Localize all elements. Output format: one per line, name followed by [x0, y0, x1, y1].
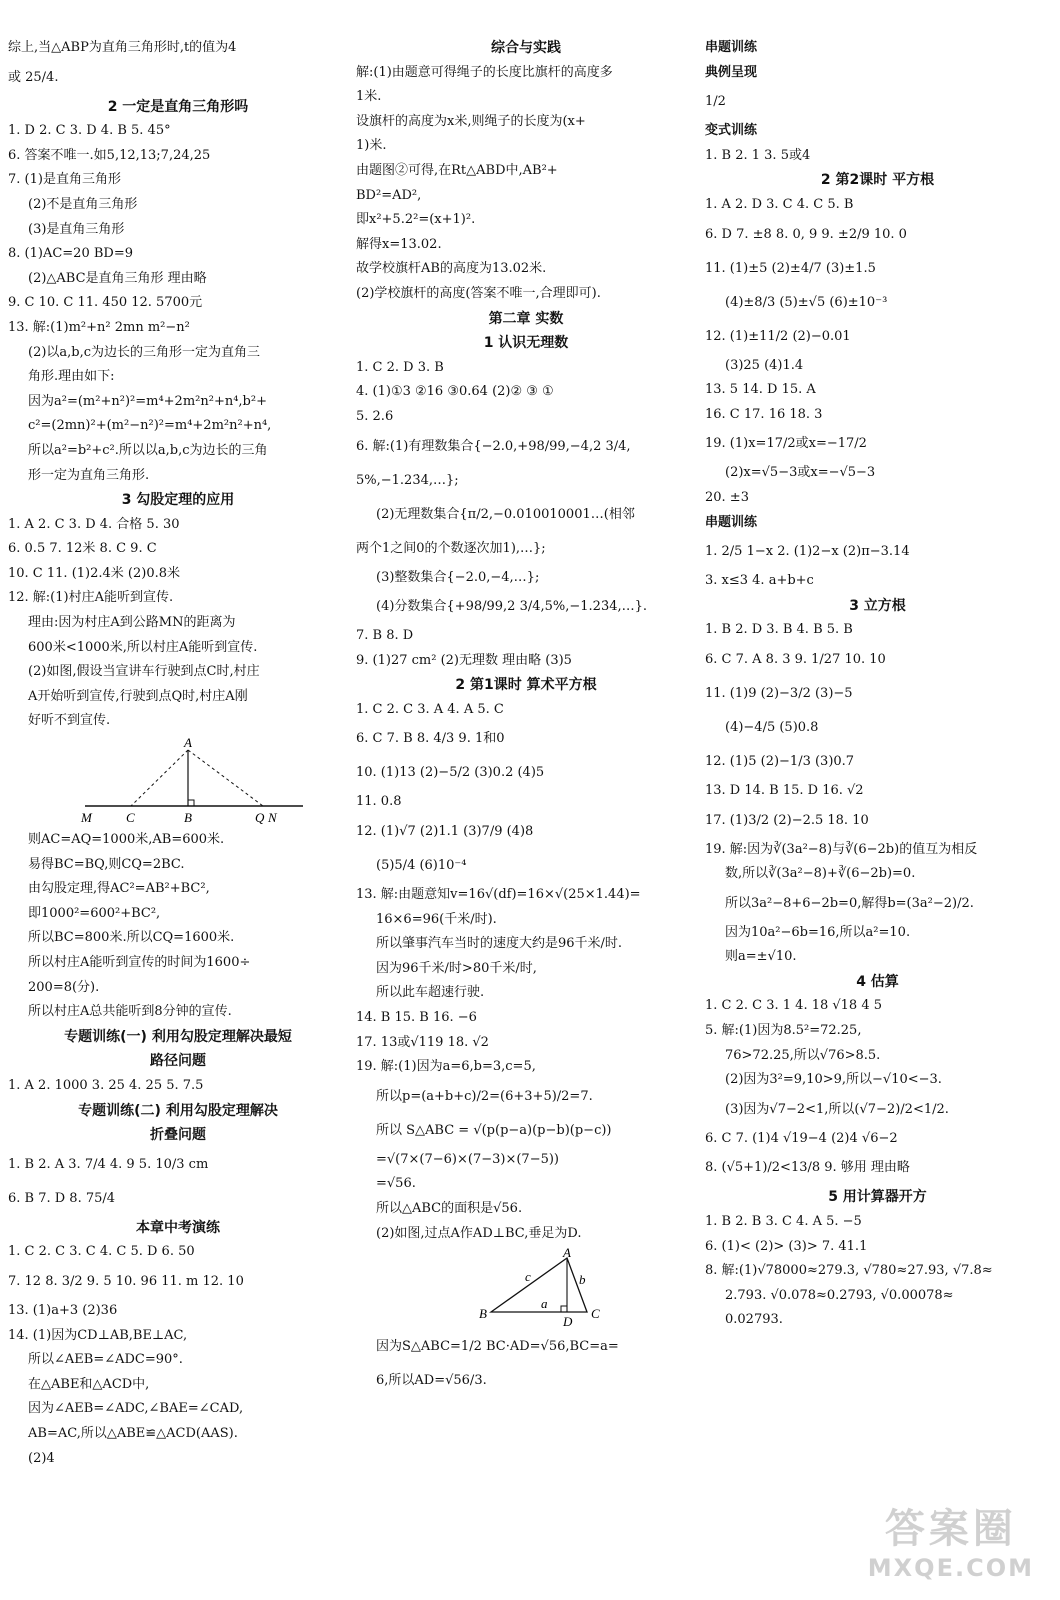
answer-line: 10. C 11. (1)2.4米 (2)0.8米: [8, 565, 181, 581]
answer-line: 1. A 2. 1000 3. 25 4. 25 5. 7.5: [8, 1077, 204, 1093]
column-left: [8, 36, 348, 1471]
answer-line: 9. (1)27 cm² (2)无理数 理由略 (3)5: [356, 652, 572, 668]
answer-line: 600米<1000米,所以村庄A能听到宣传.: [28, 639, 258, 655]
answer-line: (4)分数集合{+98/99,2 3/4,5%,−1.23̇4̇,…}.: [376, 599, 648, 615]
answer-line: 17. 13或√119 18. √2: [356, 1034, 489, 1050]
point-n-label: N: [268, 810, 277, 826]
section-heading: 专题训练(二) 利用勾股定理解决: [78, 1102, 278, 1119]
answer-line: 综上,当△ABP为直角三角形时,t的值为4: [8, 40, 237, 55]
answer-line: 6. C 7. B 8. 4/3 9. 1和0: [356, 731, 505, 747]
answer-line: 14. (1)因为CD⊥AB,BE⊥AC,: [8, 1327, 188, 1343]
answer-line: 10. (1)13 (2)−5/2 (3)0.2 (4)5: [356, 765, 545, 781]
answer-line: 11. (1)±5 (2)±4/7 (3)±1.5: [705, 260, 876, 276]
point-m-label: M: [81, 810, 92, 826]
right-angle-mark: [188, 800, 194, 806]
section-heading: 2 一定是直角三角形吗: [107, 98, 249, 115]
answer-line: 则AC=AQ=1000米,AB=600米.: [28, 832, 225, 848]
answer-line: 形一定为直角三角形.: [28, 467, 150, 483]
answer-line: (2)4: [28, 1450, 55, 1466]
answer-line: 5%,−1.23̇4̇,…};: [356, 472, 459, 488]
answer-line: 所以p=(a+b+c)/2=(6+3+5)/2=7.: [376, 1088, 593, 1104]
answer-line: 17. (1)3/2 (2)−2.5 18. 10: [705, 812, 869, 828]
answer-line: 12. (1)√7 (2)1.1 (3)7/9 (4)8: [356, 824, 534, 840]
answer-line: 所以肇事汽车当时的速度大约是96千米/时.: [376, 936, 623, 952]
answer-line: 6. 答案不唯一.如5,12,13;7,24,25: [8, 147, 211, 163]
answer-line: 1. C 2. C 3. C 4. C 5. D 6. 50: [8, 1244, 195, 1260]
section-heading: 专题训练(一) 利用勾股定理解决最短: [64, 1028, 292, 1045]
answer-line: 6. C 7. (1)4 √19−4 (2)4 √6−2: [705, 1130, 898, 1146]
answer-line: 所以村庄A能听到宣传的时间为1600÷: [28, 955, 251, 970]
answer-line: 故学校旗杆AB的高度为13.02米.: [356, 261, 547, 277]
answer-line: (2)如图,过点A作AD⊥BC,垂足为D.: [376, 1225, 582, 1241]
answer-line: 76>72.25,所以√76>8.5.: [725, 1047, 881, 1063]
side-b-label: b: [579, 1272, 586, 1288]
section-heading: 本章中考演练: [136, 1219, 220, 1236]
answer-line: 5. 2.6: [356, 408, 394, 424]
answer-line: 因为10a²−6b=16,所以a²=10.: [725, 924, 911, 940]
answer-line: 6. D 7. ±8 8. 0, 9 9. ±2/9 10. 0: [705, 226, 907, 242]
section-heading: 路径问题: [150, 1053, 206, 1070]
answer-line: 1. B 2. D 3. B 4. B 5. B: [705, 622, 853, 638]
answer-line: 6. B 7. D 8. 75/4: [8, 1190, 116, 1206]
answer-line: 16. C 17. 16 18. 3: [705, 406, 823, 422]
point-c-label: C: [126, 810, 135, 826]
section-heading: 3 立方根: [849, 597, 906, 614]
answer-line: 13. D 14. B 15. D 16. √2: [705, 782, 864, 798]
answer-line: 设旗杆的高度为x米,则绳子的长度为(x+: [356, 113, 586, 129]
answer-line: 因为96千米/时>80千米/时,: [376, 960, 537, 976]
segment-aq: [188, 750, 263, 806]
answer-line: 1. A 2. C 3. D 4. 合格 5. 30: [8, 516, 180, 532]
answer-line: c²=(2mn)²+(m²−n²)²=m⁴+2m²n²+n⁴,: [28, 418, 272, 434]
vertex-c-label: C: [591, 1306, 600, 1322]
answer-line: 16×6=96(千米/时).: [376, 911, 497, 927]
answer-line: =√56.: [376, 1176, 416, 1192]
sub-heading: 串题训练: [705, 40, 758, 55]
answer-line: 8. 解:(1)√78000≈279.3, √780≈27.93, √7.8≈: [705, 1263, 993, 1279]
section-heading: 1 认识无理数: [483, 335, 569, 352]
answer-line: 由题图②可得,在Rt△ABD中,AB²+: [356, 162, 558, 178]
answer-line: 12. (1)±11/2 (2)−0.01: [705, 328, 851, 344]
answer-line: 1. D 2. C 3. D 4. B 5. 45°: [8, 123, 171, 139]
answer-line: 4. (1)①3 ②16 ③0.64 (2)② ③ ①: [356, 384, 554, 400]
answer-line: 理由:因为村庄A到公路MN的距离为: [28, 615, 236, 631]
watermark: [868, 1497, 1034, 1582]
side-a-label: a: [541, 1296, 548, 1312]
answer-line: 则a=±√10.: [725, 949, 797, 965]
answer-line: 解:(1)由题意可得绳子的长度比旗杆的高度多: [356, 64, 613, 80]
answer-line: 20. ±3: [705, 489, 749, 505]
answer-line: (3)因为√7−2<1,所以(√7−2)/2<1/2.: [725, 1101, 949, 1117]
answer-line: 6. C 7. A 8. 3 9. 1/27 10. 10: [705, 651, 886, 667]
answer-line: 200=8(分).: [28, 979, 100, 995]
answer-line: 19. (1)x=17/2或x=−17/2: [705, 436, 867, 452]
answer-line: 1. B 2. A 3. 7/4 4. 9 5. 10/3 cm: [8, 1156, 209, 1172]
right-angle-mark: [561, 1306, 567, 1312]
answer-line: 所以3a²−8+6−2b=0,解得b=(3a²−2)/2.: [725, 895, 974, 911]
answer-line: (5)5/4 (6)10⁻⁴: [376, 858, 467, 874]
section-heading: 折叠问题: [150, 1127, 206, 1144]
vertex-b-label: B: [479, 1306, 487, 1322]
answer-line: 5. 解:(1)因为8.5²=72.25,: [705, 1023, 862, 1039]
section-heading: 3 勾股定理的应用: [121, 492, 235, 509]
answer-line: 解得x=13.02.: [356, 236, 442, 252]
answer-line: (2)x=√5−3或x=−√5−3: [725, 465, 876, 481]
watermark-logo-text: 答案圈: [884, 1506, 1017, 1552]
answer-line: 所以村庄A总共能听到8分钟的宣传.: [28, 1004, 232, 1020]
answer-line: 13. 解:(1)m²+n² 2mn m²−n²: [8, 319, 190, 335]
section-heading: 第二章 实数: [488, 310, 564, 327]
answer-line: 所以∠AEB=∠ADC=90°.: [28, 1352, 183, 1368]
figure-triangle-abc: [471, 1248, 631, 1328]
answer-line: 13. (1)a+3 (2)36: [8, 1302, 118, 1318]
sub-heading: 串题训练: [705, 514, 758, 530]
answer-line: (2)学校旗杆的高度(答案不唯一,合理即可).: [356, 285, 601, 301]
answer-line: 好听不到宣传.: [28, 713, 111, 729]
figure-village-road: [63, 736, 323, 826]
answer-line: 1. A 2. D 3. C 4. C 5. B: [705, 196, 854, 212]
answer-line: 6. 0.5 7. 12米 8. C 9. C: [8, 541, 157, 557]
answer-line: 1. C 2. C 3. 1 4. 18 √18 4 5: [705, 998, 883, 1014]
answer-line: 因为S△ABC=1/2 BC·AD=√56,BC=a=: [376, 1339, 619, 1355]
answer-line: 1米.: [356, 89, 382, 105]
answer-line: (2)因为3²=9,10>9,所以−√10<−3.: [725, 1072, 942, 1088]
answer-line: (4)−4/5 (5)0.8: [725, 719, 819, 735]
answer-line: (3)整数集合{−2.0,−4,…};: [376, 569, 540, 585]
answer-line: 即x²+5.2²=(x+1)².: [356, 212, 476, 228]
answer-line: 两个1之间0的个数逐次加1),…};: [356, 540, 546, 556]
point-b-label: B: [184, 810, 192, 826]
section-heading: 5 用计算器开方: [828, 1189, 927, 1206]
section-heading: 4 估算: [856, 973, 899, 990]
answer-line: 1. B 2. B 3. C 4. A 5. −5: [705, 1214, 862, 1230]
answer-line: 角形.理由如下:: [28, 369, 115, 385]
answer-line: 所以a²=b²+c².所以以a,b,c为边长的三角: [28, 442, 268, 458]
answer-line: 所以此车超速行驶.: [376, 985, 485, 1001]
answer-line: A开始听到宣传,行驶到点Q时,村庄A刚: [28, 688, 248, 704]
answer-line: 11. 0.8: [356, 794, 402, 810]
answer-line: 或 25/4.: [8, 69, 59, 85]
answer-line: 2.793. √0.078≈0.2793, √0.00078≈: [725, 1287, 954, 1303]
answer-line: 6. 解:(1)有理数集合{−2.0,+98/99,−4,2 3/4,: [356, 438, 631, 454]
vertex-a-label: A: [563, 1248, 571, 1261]
answer-line: 7. B 8. D: [356, 628, 414, 644]
foot-d-label: D: [563, 1314, 573, 1329]
point-a-label: A: [184, 736, 192, 751]
answer-line: (2)如图,假设当宣讲车行驶到点C时,村庄: [28, 664, 260, 680]
answer-line: 14. B 15. B 16. −6: [356, 1010, 477, 1026]
answer-line: 所以BC=800米.所以CQ=1600米.: [28, 930, 235, 946]
answer-line: 1. C 2. D 3. B: [356, 359, 444, 375]
answer-line: 8. (√5+1)/2<13/8 9. 够用 理由略: [705, 1160, 910, 1176]
answer-line: 因为a²=(m²+n²)²=m⁴+2m²n²+n⁴,b²+: [28, 393, 267, 409]
watermark-url: MXQE.COM: [867, 1554, 1034, 1582]
triangle-abc: [491, 1258, 587, 1312]
answer-line: (2)△ABC是直角三角形 理由略: [28, 270, 207, 286]
answer-line: BD²=AD²,: [356, 187, 422, 203]
answer-line: (2)无理数集合{π/2,−0.010010001…(相邻: [376, 506, 635, 522]
sub-heading: 变式训练: [705, 123, 758, 139]
answer-line: 13. 5 14. D 15. A: [705, 382, 816, 398]
column-right: [705, 36, 1050, 1333]
answer-line: 即1000²=600²+BC²,: [28, 905, 161, 921]
answer-line: 11. (1)9 (2)−3/2 (3)−5: [705, 685, 853, 701]
answer-line: (3)25 (4)1.4: [725, 357, 804, 373]
answer-line: 由勾股定理,得AC²=AB²+BC²,: [28, 881, 210, 897]
answer-line: 所以 S△ABC = √(p(p−a)(p−b)(p−c)): [376, 1122, 612, 1138]
answer-line: (3)是直角三角形: [28, 221, 125, 237]
answer-line: 7. (1)是直角三角形: [8, 172, 121, 188]
answer-line: 12. 解:(1)村庄A能听到宣传.: [8, 590, 174, 606]
answer-line: 1)米.: [356, 138, 387, 154]
answer-line: 易得BC=BQ,则CQ=2BC.: [28, 856, 185, 872]
answer-line: (2)以a,b,c为边长的三角形一定为直角三: [28, 344, 261, 360]
answer-line: 12. (1)5 (2)−1/3 (3)0.7: [705, 753, 855, 769]
answer-line: 1. C 2. C 3. A 4. A 5. C: [356, 701, 504, 717]
answer-line: 19. 解:(1)因为a=6,b=3,c=5,: [356, 1059, 536, 1075]
answer-line: 19. 解:因为∛(3a²−8)与∛(6−2b)的值互为相反: [705, 841, 978, 857]
answer-line: (2)不是直角三角形: [28, 196, 138, 212]
section-heading: 2 第2课时 平方根: [820, 172, 935, 189]
section-heading: 2 第1课时 算术平方根: [455, 677, 597, 694]
answer-line: 8. (1)AC=20 BD=9: [8, 246, 133, 262]
answer-line: 6,所以AD=√56/3.: [376, 1373, 487, 1389]
answer-line: 1/2: [705, 94, 726, 110]
answer-line: =√(7×(7−6)×(7−3)×(7−5)): [376, 1151, 560, 1167]
column-middle: [356, 36, 696, 1398]
sub-heading: 典例呈现: [705, 64, 758, 80]
answer-line: 所以△ABC的面积是√56.: [376, 1201, 523, 1216]
side-c-label: c: [525, 1269, 531, 1285]
answer-line: 13. 解:由题意知v=16√(df)=16×√(25×1.44)=: [356, 887, 641, 903]
answer-line: 6. (1)< (2)> (3)> 7. 41.1: [705, 1238, 868, 1254]
answer-line: 1. 2/5 1−x 2. (1)2−x (2)π−3.14: [705, 544, 910, 560]
answer-line: 9. C 10. C 11. 450 12. 5700元: [8, 295, 203, 311]
point-q-label: Q: [255, 810, 265, 826]
section-heading: 综合与实践: [491, 40, 561, 56]
answer-line: 数,所以∛(3a²−8)+∛(6−2b)=0.: [725, 866, 916, 882]
answer-line: 7. 12 8. 3/2 9. 5 10. 96 11. m 12. 10: [8, 1273, 244, 1289]
segment-ac: [131, 750, 188, 806]
answer-line: 因为∠AEB=∠ADC,∠BAE=∠CAD,: [28, 1401, 244, 1417]
answer-line: (4)±8/3 (5)±√5 (6)±10⁻³: [725, 294, 888, 310]
answer-line: 3. x≤3 4. a+b+c: [705, 573, 814, 589]
answer-line: 1. B 2. 1 3. 5或4: [705, 147, 811, 163]
answer-line: AB=AC,所以△ABE≌△ACD(AAS).: [28, 1425, 238, 1441]
answer-line: 在△ABE和△ACD中,: [28, 1376, 150, 1392]
answer-line: 0.02793.: [725, 1312, 783, 1328]
